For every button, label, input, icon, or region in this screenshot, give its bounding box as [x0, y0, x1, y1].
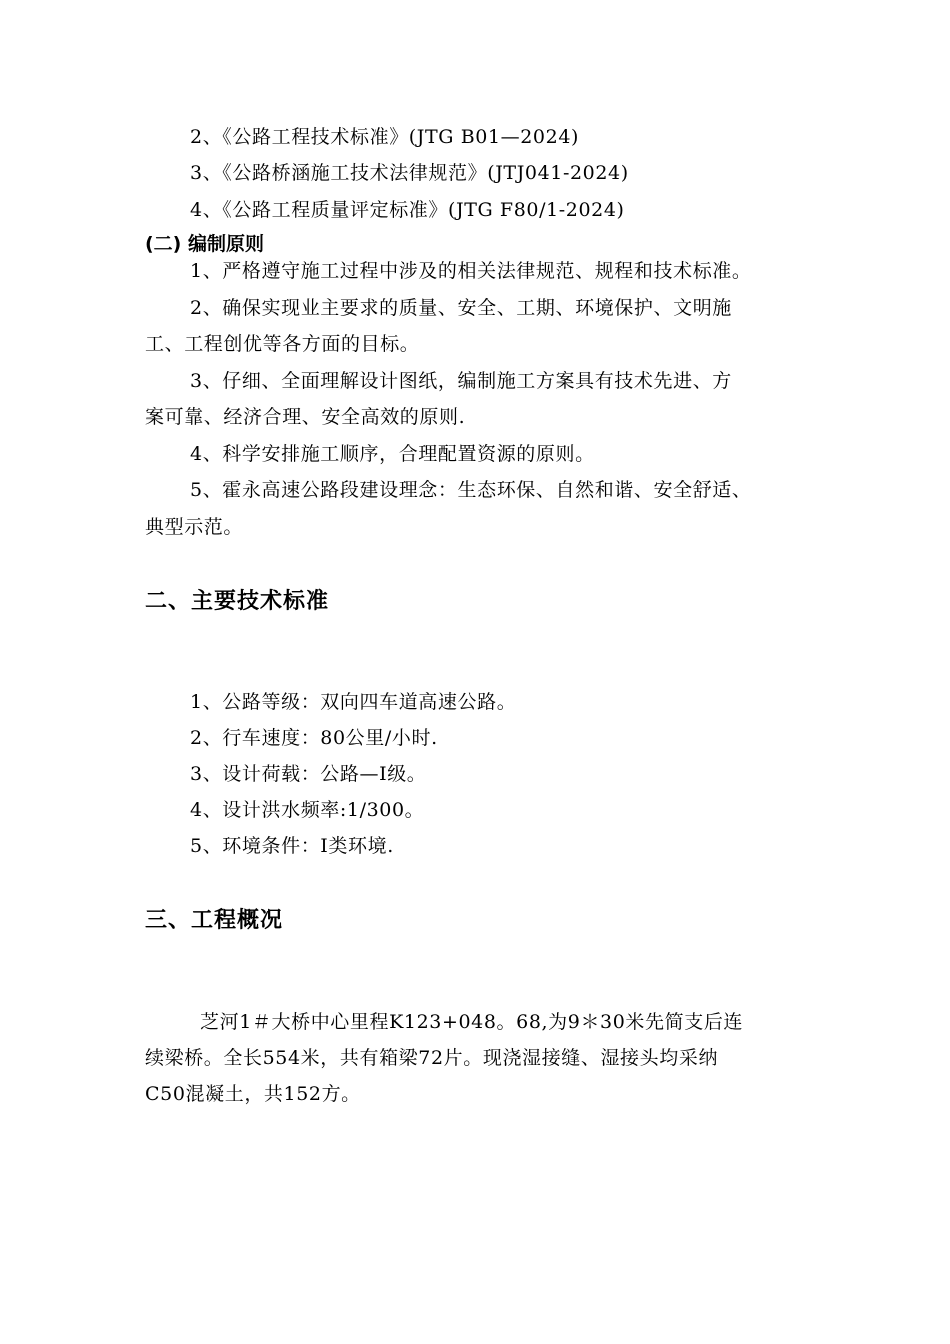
- principle-line-2-cont: 工、工程创优等各方面的目标。: [145, 333, 420, 355]
- overview-line-2: 续梁桥。全长554米，共有箱梁72片。现浇湿接缝、湿接头均采纳: [145, 1047, 719, 1069]
- reference-item-2: 2、《公路工程技术标准》(JTG B01—2024): [190, 126, 580, 148]
- principle-line-1: 1、严格遵守施工过程中涉及的相关法律规范、规程和技术标准。: [190, 260, 752, 282]
- principle-line-5: 5、霍永高速公路段建设理念：生态环保、自然和谐、安全舒适、: [190, 479, 752, 501]
- section-3-heading: 三、工程概况: [145, 908, 284, 933]
- standard-item-3: 3、设计荷载：公路—Ⅰ级。: [190, 763, 427, 785]
- overview-line-1: 芝河1＃大桥中心里程K123+048。68,为9＊30米先简支后连: [200, 1011, 744, 1033]
- section-2-heading: 二、主要技术标准: [145, 589, 330, 614]
- principle-line-3-cont: 案可靠、经济合理、安全高效的原则.: [145, 406, 466, 428]
- reference-item-3: 3、《公路桥涵施工技术法律规范》(JTJ041-2024): [190, 162, 629, 184]
- standard-item-5: 5、环境条件：Ⅰ类环境.: [190, 835, 394, 857]
- principle-line-5-cont: 典型示范。: [145, 516, 244, 538]
- overview-line-3: C50混凝土，共152方。: [145, 1083, 361, 1105]
- reference-item-4: 4、《公路工程质量评定标准》(JTG F80/1-2024): [190, 199, 625, 221]
- principles-heading: (二) 编制原则: [145, 233, 264, 255]
- standard-item-2: 2、行车速度：80公里/小时.: [190, 727, 438, 749]
- principle-line-3: 3、仔细、全面理解设计图纸，编制施工方案具有技术先进、方: [190, 370, 732, 392]
- principle-line-4: 4、科学安排施工顺序，合理配置资源的原则。: [190, 443, 595, 465]
- standard-item-1: 1、公路等级：双向四车道高速公路。: [190, 691, 517, 713]
- standard-item-4: 4、设计洪水频率:1/300。: [190, 799, 425, 821]
- principle-line-2: 2、确保实现业主要求的质量、安全、工期、环境保护、文明施: [190, 297, 732, 319]
